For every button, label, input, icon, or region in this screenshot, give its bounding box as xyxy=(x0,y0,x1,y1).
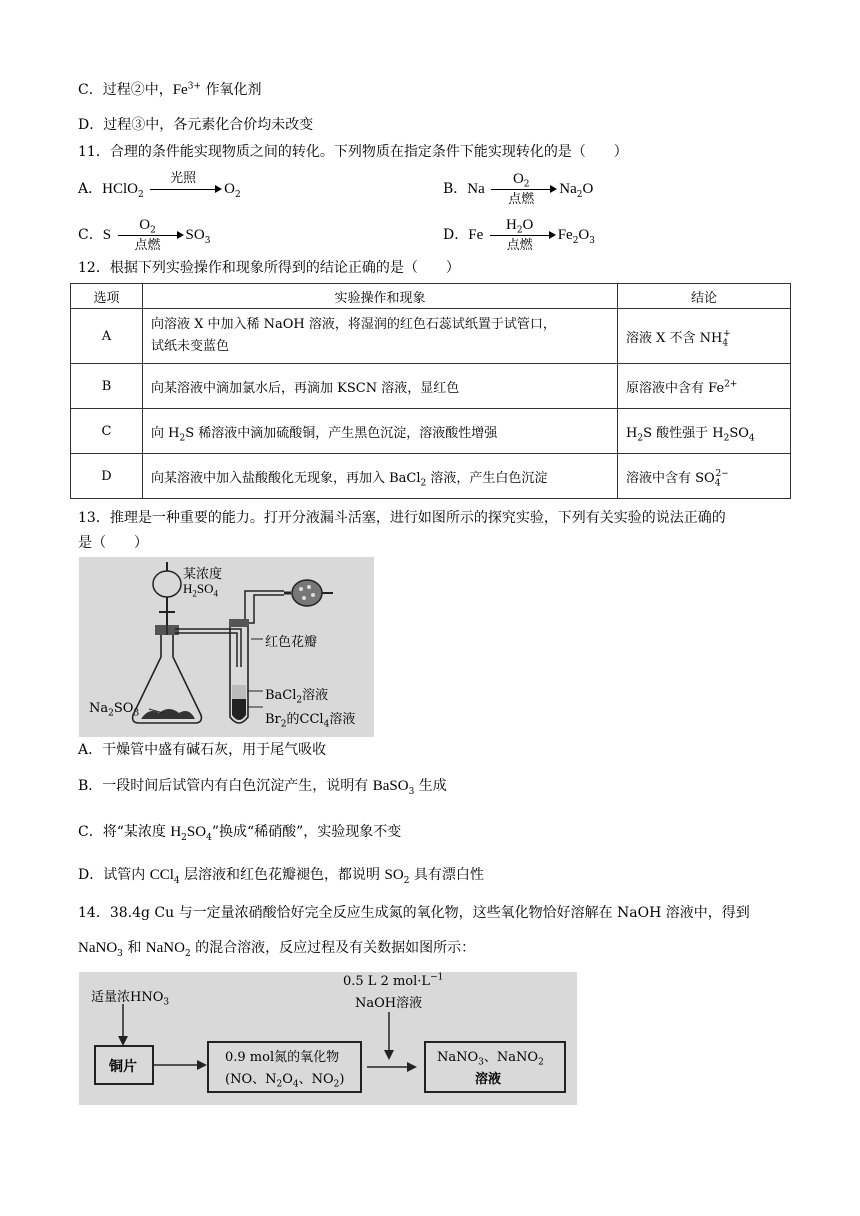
table-row xyxy=(71,454,791,499)
table-cell: 向某溶液中加入盐酸酸化无现象，再加入 BaCl$_2$ 溶液，产生白色沉淀 xyxy=(143,454,618,499)
label-naoh-conc: 0.5 L 2 $mol\cdot L^{-1}$ xyxy=(343,972,444,989)
box-oxides-line2: (NO、$N_2O_4$、$NO_2$) xyxy=(225,1072,345,1090)
table-cell: D xyxy=(71,454,143,499)
q13-option-a: A．干燥管中盛有碱石灰，用于尾气吸收 xyxy=(78,742,327,758)
table-header: 结论 xyxy=(618,284,791,309)
table-cell: B xyxy=(71,364,143,409)
q12-stem: 12．根据下列实验操作和现象所得到的结论正确的是（ ） xyxy=(78,260,460,276)
q11-option-d: D．Fe $H_2O$ 点燃 $Fe_2O_3$ xyxy=(443,217,595,253)
q14-stem-line1: 14．38.4g Cu 与一定量浓硝酸恰好完全反应生成氮的氧化物，这些氧化物恰好溶解在 NaOH 溶液中，得到 xyxy=(78,905,750,921)
q11-option-c: C．S $O_2$ 点燃 $SO_3$ xyxy=(78,217,211,253)
label-hno3: 适量浓$HNO_3$ xyxy=(91,990,170,1008)
table-cell: 向 $H_2S$ 稀溶液中滴加硫酸铜，产生黑色沉淀，溶液酸性增强 xyxy=(143,409,618,454)
q10-option-c: C．过程②中，$Fe^{3+}$ 作氧化剂 xyxy=(78,81,262,98)
label-acid: 某浓度 xyxy=(183,567,223,582)
q14-stem-line2: NaNO$_3$ 和 NaNO$_2$ 的混合溶液，反应过程及有关数据如图所示： xyxy=(78,940,476,959)
arrow-icon: 光照 xyxy=(150,179,222,199)
arrow-icon: $H_2O$ 点燃 xyxy=(490,225,556,245)
table-cell: 溶液中含有 $SO_4^{2-}$ xyxy=(618,454,791,499)
table-cell: 向某溶液中滴加氯水后，再滴加 KSCN 溶液，显红色 xyxy=(143,364,618,409)
table-row xyxy=(71,409,791,454)
q11-option-b: B．Na $O_2$ 点燃 $Na_2O$ xyxy=(443,171,594,207)
q14-flow-figure xyxy=(79,972,577,1105)
table-cell: 向溶液 X 中加入稀 NaOH 溶液，将湿润的红色石蕊试纸置于试管口， 试纸未变蓝色 xyxy=(143,309,618,364)
label-naoh: NaOH溶液 xyxy=(355,996,423,1011)
q13-apparatus-figure xyxy=(79,557,374,737)
table-header-row xyxy=(71,284,791,309)
label-petal: 红色花瓣 xyxy=(265,635,318,650)
q13-option-c: C．将“某浓度 $H_2SO_4$”换成“稀硝酸”，实验现象不变 xyxy=(78,824,402,843)
q11-option-a: A．HClO$_2$ 光照 $O_2$ xyxy=(78,171,241,200)
label-na2so3: $Na_2SO_3$ xyxy=(89,701,140,719)
label-bacl2: BaCl$_2$溶液 xyxy=(265,688,329,706)
q13-stem-line1: 13．推理是一种重要的能力。打开分液漏斗活塞，进行如图所示的探究实验，下列有关实验的说法正确的 xyxy=(78,510,726,526)
table-header: 实验操作和现象 xyxy=(143,284,618,309)
q13-option-b: B．一段时间后试管内有白色沉淀产生，说明有 BaSO$_3$ 生成 xyxy=(78,778,447,797)
arrow-icon: $O_2$ 点燃 xyxy=(491,179,557,199)
q11-stem: 11．合理的条件能实现物质之间的转化。下列物质在指定条件下能实现转化的是（ ） xyxy=(78,144,628,160)
box-products-line1: NaNO$_3$、NaNO$_2$ xyxy=(437,1050,544,1068)
table-cell: 溶液 X 不含 $NH_4^+$ xyxy=(618,309,791,364)
box-products-line2: 溶液 xyxy=(475,1072,502,1087)
table-row xyxy=(71,309,791,364)
q10-option-d: D．过程③中，各元素化合价均未改变 xyxy=(78,117,314,133)
q13-option-d: D．试管内 CCl$_4$ 层溶液和红色花瓣褪色，都说明 $SO_2$ 具有漂白性 xyxy=(78,867,484,886)
label-br2: $Br_2$的CCl$_4$溶液 xyxy=(265,712,356,730)
label-h2so4: $H_2SO_4$ xyxy=(183,581,219,599)
box-oxides-line1: 0.9 mol氮的氧化物 xyxy=(225,1050,340,1065)
q13-stem-line2: 是（ ） xyxy=(78,535,148,551)
arrow-icon: $O_2$ 点燃 xyxy=(118,225,184,245)
table-cell: 原溶液中含有 $Fe^{2+}$ xyxy=(618,364,791,409)
table-cell: A xyxy=(71,309,143,364)
table-row xyxy=(71,364,791,409)
table-header: 选项 xyxy=(71,284,143,309)
box-copper: 铜片 xyxy=(109,1059,137,1075)
table-cell: $H_2S$ 酸性强于 $H_2SO_4$ xyxy=(618,409,791,454)
table-cell: C xyxy=(71,409,143,454)
q12-table xyxy=(70,283,791,499)
